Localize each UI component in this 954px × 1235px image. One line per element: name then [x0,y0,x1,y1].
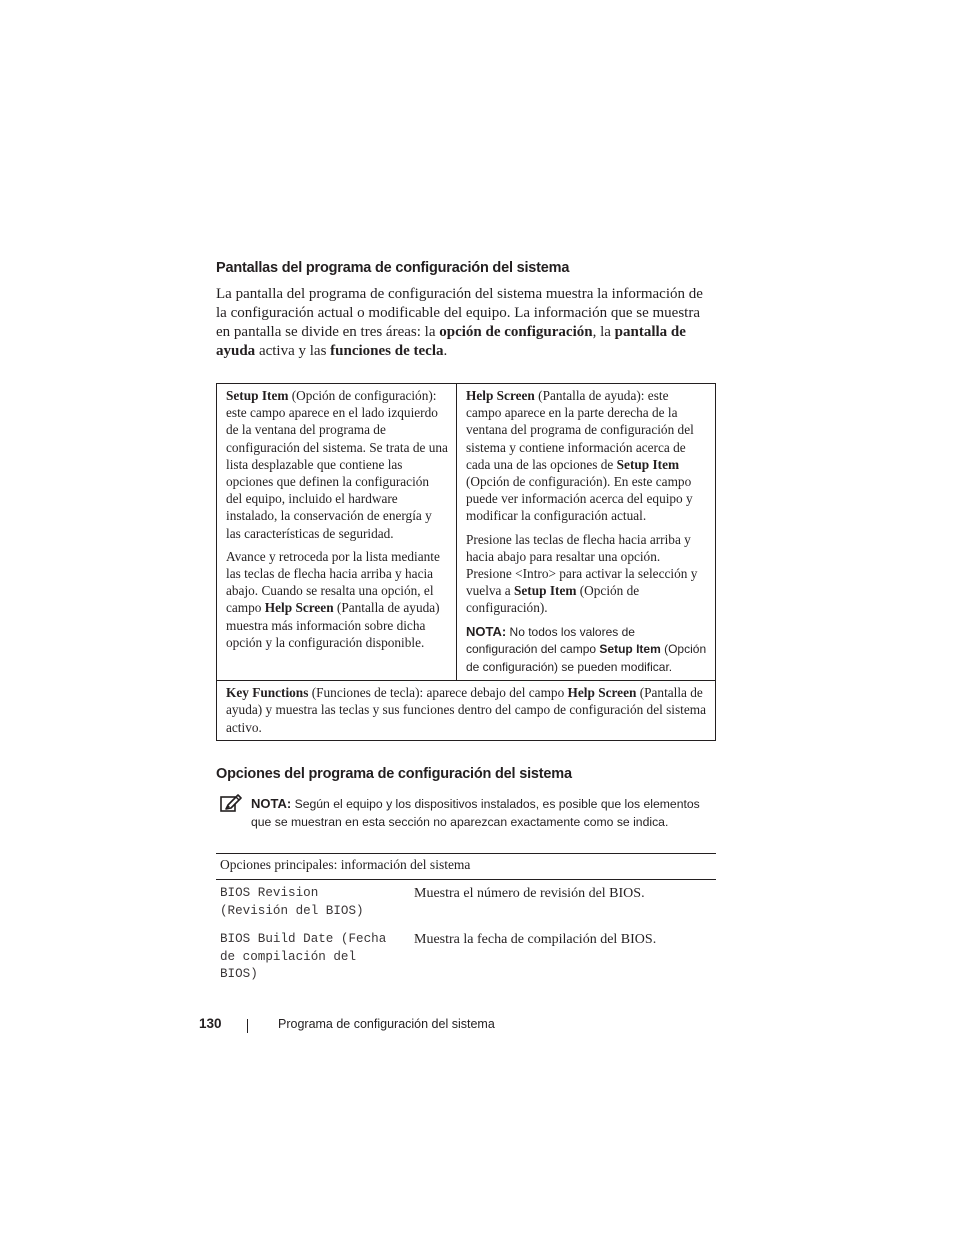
intro-text: La pantalla del programa de configuración del sistema muestra la información de la configuración actual o modificable del equipo. La información que se muestra en pantalla se divide en tres áreas: la [216,286,703,340]
key-functions-text: (Funciones de tecla): aparece debajo del campo [308,685,568,701]
intro-text: . [443,343,448,359]
intro-text: , la [592,324,615,340]
option-key-line: (Revisión del BIOS) [220,903,364,918]
key-functions-description [226,684,707,736]
section-heading-options: Opciones del programa de configuración del sistema [216,766,572,782]
table-row [216,880,716,927]
option-value-bios-build-date: Muestra la fecha de compilación del BIOS. [414,932,657,948]
note-label: NOTA: [466,623,507,639]
setup-item-text: (Opción de configuración): este campo aparece en el lado izquierdo de la ventana del programa de configuración del sistema. Se trata de una lista desplazable que contiene las opciones que definen la configuración del equipo, incluido el hardware instalado, la conservación de energía y las características de seguridad. [226,388,448,541]
section-heading-screens: Pantallas del programa de configuración del sistema [216,260,570,276]
help-screen-text: (Pantalla de ayuda): este campo aparece en la parte derecha de la ventana del programa de configuración del sistema y contiene información acerca de cada una de las opciones de [466,388,694,472]
help-screen-term: Help Screen [466,388,535,403]
pencil-note-icon [220,794,242,814]
options-table-header: Opciones principales: información del sistema [216,854,716,880]
note-text: (Opción de configuración) se pueden modificar. [466,642,707,674]
help-screen-nav-text: (Opción de configuración). [466,583,640,616]
option-value-bios-revision: Muestra el número de revisión del BIOS. [414,886,645,901]
option-key-line: BIOS) [220,967,258,982]
intro-paragraph [216,285,716,361]
help-screen-description [466,387,707,525]
help-screen-cell [457,384,716,681]
intro-bold-key-functions: funciones de tecla [330,343,444,359]
options-note-text [251,795,721,831]
help-screen-text: (Opción de configuración). En este campo puede ver información acerca del equipo y modificar la configuración actual. [466,474,693,524]
setup-item-nav-text: (Pantalla de ayuda) muestra más información sobre dicha opción y la configuración disponible. [226,600,440,650]
intro-text: activa y las [255,343,331,359]
setup-item-description [226,387,448,542]
setup-item-term: Setup Item [514,583,577,599]
note-text: No todos los valores de configuración del campo [466,624,635,657]
key-functions-cell [217,681,716,741]
option-key-line: BIOS Revision [220,886,319,900]
system-info-options-table [216,853,716,990]
key-functions-text: (Pantalla de ayuda) y muestra las teclas y sus funciones dentro del campo de configuración del sistema activo. [226,685,707,735]
setup-screens-table [216,383,716,741]
help-screen-navigation [466,531,707,617]
setup-item-term: Setup Item [599,642,661,657]
note-label: NOTA: [251,796,292,811]
footer-divider [247,1019,248,1033]
intro-bold-setup-option: opción de configuración [439,324,593,340]
help-screen-term: Help Screen [567,685,637,701]
setup-item-cell [217,384,457,681]
setup-item-nav-text: Avance y retroceda por la lista mediante las teclas de flecha hacia arriba y hacia abajo. Cuando se resalta una opción, el campo [226,548,440,616]
option-key-bios-revision [216,880,406,927]
option-key-line: BIOS Build Date (Fecha [220,932,387,947]
intro-bold-help-screen: pantalla de ayuda [216,324,686,359]
setup-item-navigation [226,548,448,651]
note-text: Según el equipo y los dispositivos instalados, es posible que los elementos que se muestran en esta sección no aparezcan exactamente como se indica. [251,797,700,829]
setup-item-term: Setup Item [226,388,289,403]
help-screen-nav-text: Presione las teclas de flecha hacia arriba y hacia abajo para resaltar una opción. Presione <Intro> para activar la selección y vuelva a [466,531,698,599]
help-screen-note [466,623,707,677]
page-number: 130 [199,1016,222,1031]
footer-title: Programa de configuración del sistema [278,1017,495,1031]
help-screen-term: Help Screen [264,600,334,616]
option-key-line: de compilación del [220,949,357,964]
setup-item-term: Setup Item [616,456,680,472]
option-key-bios-build-date [216,926,406,990]
table-row [216,926,716,990]
key-functions-term: Key Functions [226,685,309,701]
